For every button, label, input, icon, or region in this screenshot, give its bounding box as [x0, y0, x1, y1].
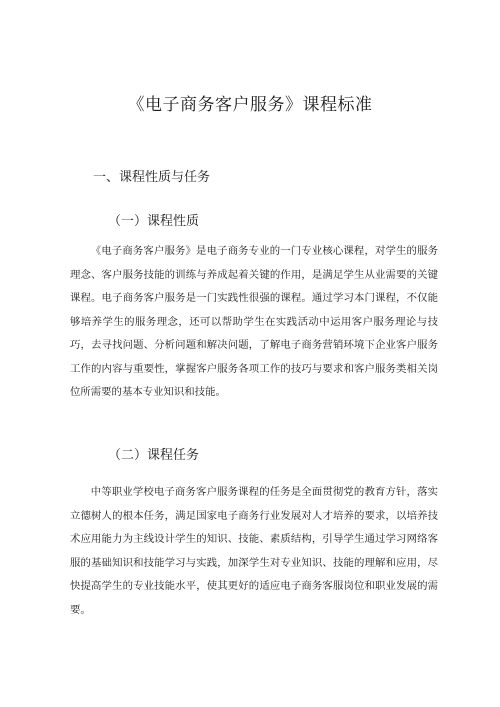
subsection-heading-course-nature: （一）课程性质 [108, 214, 200, 229]
paragraph-course-tasks: 中等职业学校电子商务客户服务课程的任务是全面贯彻党的教育方针，落实立德树人的根本任务，满足国家电子商务行业发展对人才培养的要求，以培养技术应用能力为主线设计学生的知识、技能、素质结构，引导学生通过学习网络客服的基础知识和技能学习与实践，加深学生对专业知识、技能的理解和应用，尽快提高学生的专业技能水平，使其更好的适应电子商务客服岗位和职业发展的需要。 [70, 486, 438, 616]
section-heading-nature-and-tasks: 一、课程性质与任务 [93, 170, 211, 185]
paragraph-course-nature: 《电子商务客户服务》是电子商务专业的一门专业核心课程，对学生的服务理念、客户服务技能的训练与养成起着关键的作用，是满足学生从业需要的关键课程。电子商务客户服务是一门实践性很强的课程。通过学习本门课程，不仅能够培养学生的服务理念，还可以帮助学生在实践活动中运用客户服务理论与技巧，去寻找问题、分析问题和解决问题，了解电子商务营销环境下企业客户服务工作的内容与重要性，掌握客户服务各项工作的技巧与要求和客户服务类相关岗位所需要的基本专业知识和技能。 [70, 245, 438, 398]
document-title: 《电子商务客户服务》课程标准 [127, 95, 373, 115]
subsection-heading-course-tasks: （二）课程任务 [108, 448, 200, 463]
